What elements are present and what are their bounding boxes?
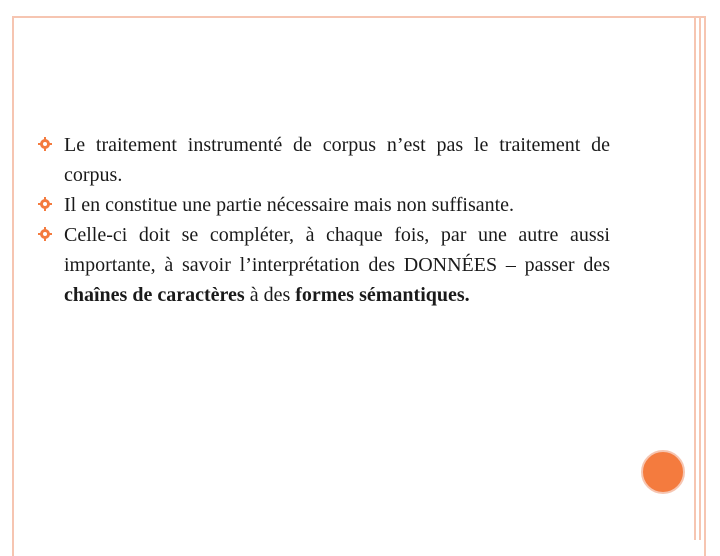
decor-line xyxy=(699,16,701,540)
decor-line xyxy=(694,16,696,540)
bullet-gear-icon xyxy=(38,137,52,151)
bullet-item xyxy=(38,130,610,190)
bullet-gear-icon xyxy=(38,197,52,211)
decor-circle xyxy=(641,450,685,494)
bold-term: chaînes de caractères xyxy=(64,284,245,306)
bullet-text: Celle-ci doit se compléter, à chaque fois, par une autre aussi importante, à savoir l’interprétation des DONNÉES – passer des xyxy=(64,224,610,276)
bullet-text: Le traitement instrumenté de corpus n’est pas le traitement de corpus. xyxy=(64,134,610,186)
bold-term: formes sémantiques. xyxy=(295,284,470,306)
bullet-item xyxy=(38,220,610,310)
bullet-item xyxy=(38,190,610,220)
bullet-text: à des xyxy=(244,284,296,306)
bullet-gear-icon xyxy=(38,227,52,241)
bullet-list xyxy=(38,130,610,310)
bullet-text: Il en constitue une partie nécessaire mais non suffisante. xyxy=(64,194,515,216)
